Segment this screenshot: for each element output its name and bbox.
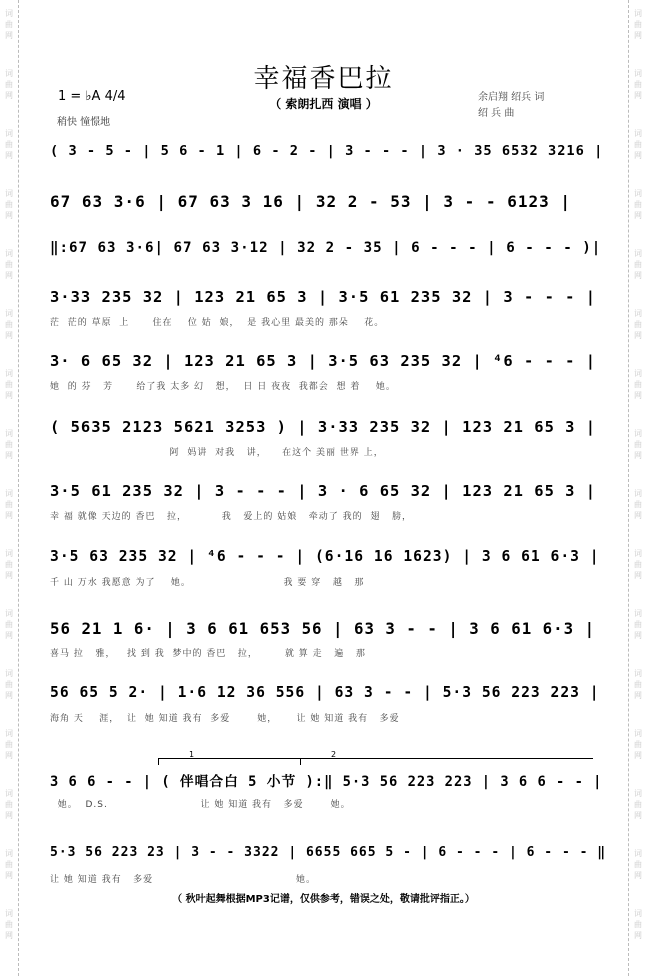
- composer-credit: 绍 兵 曲: [478, 108, 515, 119]
- watermark-text: 词 曲 网: [5, 189, 13, 220]
- lyric-line: 她。 D.S. 让 她 知道 我有 多爱 她。: [50, 800, 351, 810]
- watermark-text: 词 曲 网: [5, 369, 13, 400]
- notation-line: 56 21 1 6· | 3 6 61 653 56 | 63 3 - - | 3 6 61 6·3 |: [50, 619, 596, 638]
- score-row: [50, 418, 610, 464]
- watermark-text: 词 曲 网: [5, 549, 13, 580]
- watermark-text: 词 曲 网: [634, 189, 642, 220]
- notation-line: ‖:67 63 3·6| 67 63 3·12 | 32 2 - 35 | 6 - - - | 6 - - - )|: [50, 240, 602, 256]
- score-row: [50, 684, 610, 730]
- watermark-text: 词 曲 网: [5, 489, 13, 520]
- watermark-text: 词 曲 网: [634, 129, 642, 160]
- watermark-text: 词 曲 网: [634, 429, 642, 460]
- score-row: [50, 192, 610, 238]
- watermark-text: 词 曲 网: [634, 849, 642, 880]
- lyric-line: 她 的 芬 芳 给了我 太多 幻 想， 日 日 夜夜 我都会 想 着 她。: [50, 382, 396, 392]
- notation-line: ( 3 - 5 - | 5 6 - 1 | 6 - 2 - | 3 - - - | 3 · 35 6532 3216 |: [50, 143, 604, 159]
- volta-label-1: 1: [189, 750, 195, 759]
- score-row: [50, 482, 610, 528]
- watermark-text: 词 曲 网: [634, 549, 642, 580]
- watermark-text: 词 曲 网: [634, 909, 642, 940]
- score-row: [50, 288, 610, 334]
- watermark-text: 词 曲 网: [634, 369, 642, 400]
- notation-line: 56 65 5 2· | 1·6 12 36 556 | 63 3 - - | 5·3 56 223 223 |: [50, 684, 600, 701]
- watermark-text: 词 曲 网: [634, 789, 642, 820]
- song-title: 幸福香巴拉: [253, 64, 394, 94]
- notation-line: 67 63 3·6 | 67 63 3 16 | 32 2 - 53 | 3 - - 6123 |: [50, 192, 572, 211]
- tempo-marking: 稍快 憧憬地: [57, 117, 111, 128]
- watermark-text: 词 曲 网: [5, 849, 13, 880]
- watermark-text: 词 曲 网: [5, 309, 13, 340]
- watermark-text: 词 曲 网: [634, 489, 642, 520]
- watermark-text: 词 曲 网: [634, 669, 642, 700]
- score-row: [50, 352, 610, 398]
- lyric-line: 海角 天 涯， 让 她 知道 我有 多爱 她， 让 她 知道 我有 多爱: [50, 714, 400, 724]
- watermark-text: 词 曲 网: [5, 69, 13, 100]
- lyric-line: 阿 妈讲 对我 讲， 在这个 美丽 世界 上，: [50, 448, 384, 458]
- transcription-note: （ 秋叶起舞根据MP3记谱，仅供参考，错误之处，敬请批评指正。）: [172, 894, 475, 905]
- lyric-line: 喜马 拉 雅， 找 到 我 梦中的 香巴 拉， 就 算 走 遍 那: [50, 649, 366, 659]
- key-signature: 1 = ♭A 4/4: [58, 89, 126, 104]
- watermark-text: 词 曲 网: [5, 129, 13, 160]
- notation-line: 5·3 56 223 23 | 3 - - 3322 | 6655 665 5 - | 6 - - - | 6 - - - ‖: [50, 845, 607, 860]
- notation-line: 3·33 235 32 | 123 21 65 3 | 3·5 61 235 32 | 3 - - - |: [50, 288, 597, 306]
- notation-line: 3 6 6 - - | ( 伴唱合白 5 小节 ):‖ 5·3 56 223 223 | 3 6 6 - - |: [50, 774, 603, 790]
- score-row: [50, 143, 610, 189]
- notation-line: ( 5635 2123 5621 3253 ) | 3·33 235 32 | 123 21 65 3 |: [50, 418, 597, 436]
- watermark-text: 词 曲 网: [634, 69, 642, 100]
- right-margin-watermark: [628, 0, 647, 976]
- volta-label-2: 2: [331, 750, 337, 759]
- watermark-text: 词 曲 网: [5, 9, 13, 40]
- watermark-text: 词 曲 网: [634, 609, 642, 640]
- lyric-line: 千 山 万水 我愿意 为了 她。 我 要 穿 越 那: [50, 578, 365, 588]
- left-margin-watermark: [0, 0, 19, 976]
- lyric-line: 让 她 知道 我有 多爱 她。: [50, 875, 317, 885]
- score-row: [50, 240, 610, 286]
- score-row: [50, 845, 610, 891]
- second-ending-bracket: [300, 750, 593, 765]
- watermark-text: 词 曲 网: [634, 9, 642, 40]
- singer-credit: （ 索朗扎西 演唱 ）: [269, 97, 378, 111]
- lyric-line: 幸 福 就像 天边的 香巴 拉， 我 爱上的 姑娘 牵动了 我的 翅 膀，: [50, 512, 412, 522]
- lyricist-credit: 余启翔 绍兵 词: [478, 92, 545, 103]
- lyric-line: 茫 茫的 草原 上 住在 位 姑 娘， 是 我心里 最美的 那朵 花。: [50, 318, 385, 328]
- watermark-text: 词 曲 网: [5, 789, 13, 820]
- watermark-text: 词 曲 网: [5, 429, 13, 460]
- watermark-text: 词 曲 网: [5, 609, 13, 640]
- watermark-text: 词 曲 网: [634, 309, 642, 340]
- watermark-text: 词 曲 网: [634, 729, 642, 760]
- watermark-text: 词 曲 网: [5, 909, 13, 940]
- score-row: [50, 619, 610, 665]
- watermark-text: 词 曲 网: [5, 729, 13, 760]
- notation-line: 3·5 61 235 32 | 3 - - - | 3 · 6 65 32 | 123 21 65 3 |: [50, 482, 597, 500]
- score-row: [50, 770, 610, 816]
- watermark-text: 词 曲 网: [5, 669, 13, 700]
- notation-line: 3· 6 65 32 | 123 21 65 3 | 3·5 63 235 32 | ⁴6 - - - |: [50, 352, 597, 370]
- watermark-text: 词 曲 网: [5, 249, 13, 280]
- score-row: [50, 548, 610, 594]
- notation-line: 3·5 63 235 32 | ⁴6 - - - | (6·16 16 1623) | 3 6 61 6·3 |: [50, 548, 600, 565]
- watermark-text: 词 曲 网: [634, 249, 642, 280]
